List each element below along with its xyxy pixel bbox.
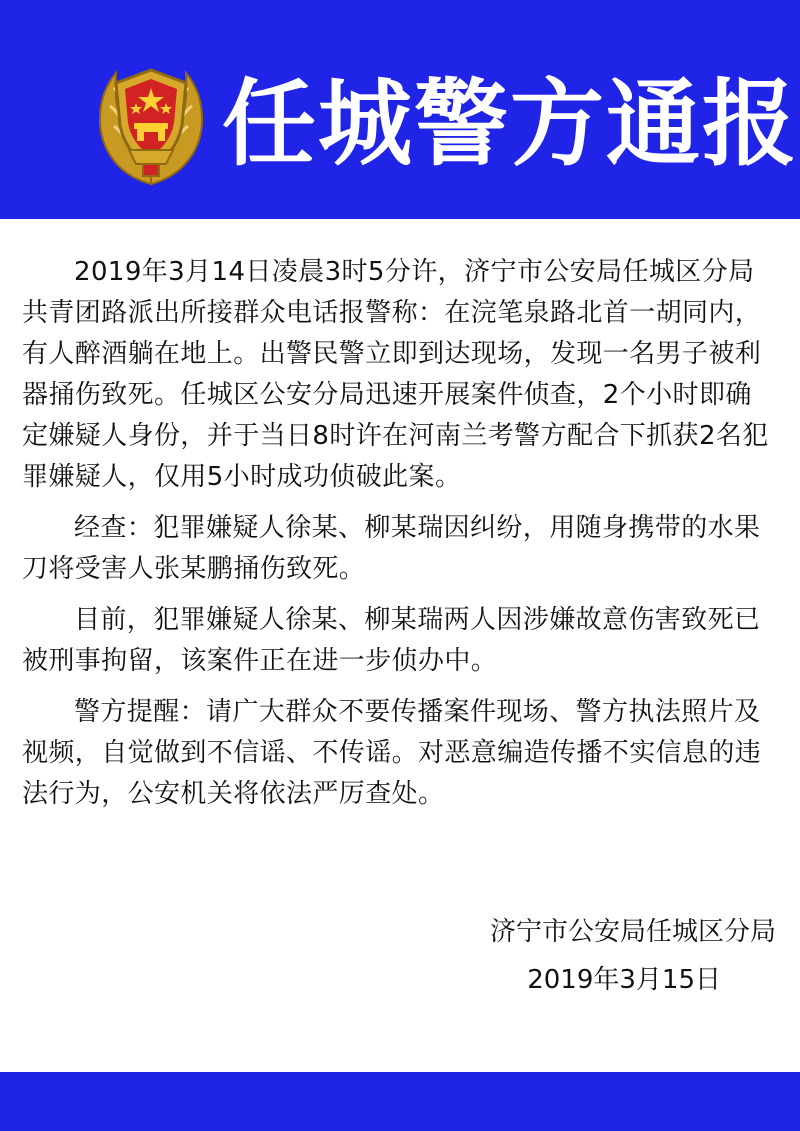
paragraph-4: 警方提醒：请广大群众不要传播案件现场、警方执法照片及视频，自觉做到不信谣、不传谣。对恶意编造传播不实信息的违法行为，公安机关将依法严厉查处。 xyxy=(22,697,762,809)
paragraph-3: 目前，犯罪嫌疑人徐某、柳某瑞两人因涉嫌故意伤害致死已被刑事拘留，该案件正在进一步侦办中。 xyxy=(22,605,761,676)
police-emblem-icon xyxy=(92,58,210,190)
header-banner xyxy=(0,0,800,219)
paragraph-1: 2019年3月14日凌晨3时5分许，济宁市公安局任城区分局共青团路派出所接群众电话报警称：在浣笔泉路北首一胡同内，有人醉酒躺在地上。出警民警立即到达现场，发现一名男子被利器捅伤致死。任城区公安分局迅速开展案件侦查，2个小时即确定嫌疑人身份，并于当日8时许在河南兰考警方配合下抓获2名犯罪嫌疑人，仅用5小时成功侦破此案。 xyxy=(22,257,769,492)
paragraph-2: 经查：犯罪嫌疑人徐某、柳某瑞因纠纷，用随身携带的水果刀将受害人张某鹏捅伤致死。 xyxy=(22,513,761,584)
page-title: 任城警方通报 xyxy=(222,70,799,179)
issue-date: 2019年3月15日 xyxy=(527,965,721,995)
issuing-organization: 济宁市公安局任城区分局 xyxy=(489,917,776,947)
notice-body xyxy=(22,252,778,825)
signature-block xyxy=(456,908,776,1004)
footer-banner xyxy=(0,1072,800,1131)
